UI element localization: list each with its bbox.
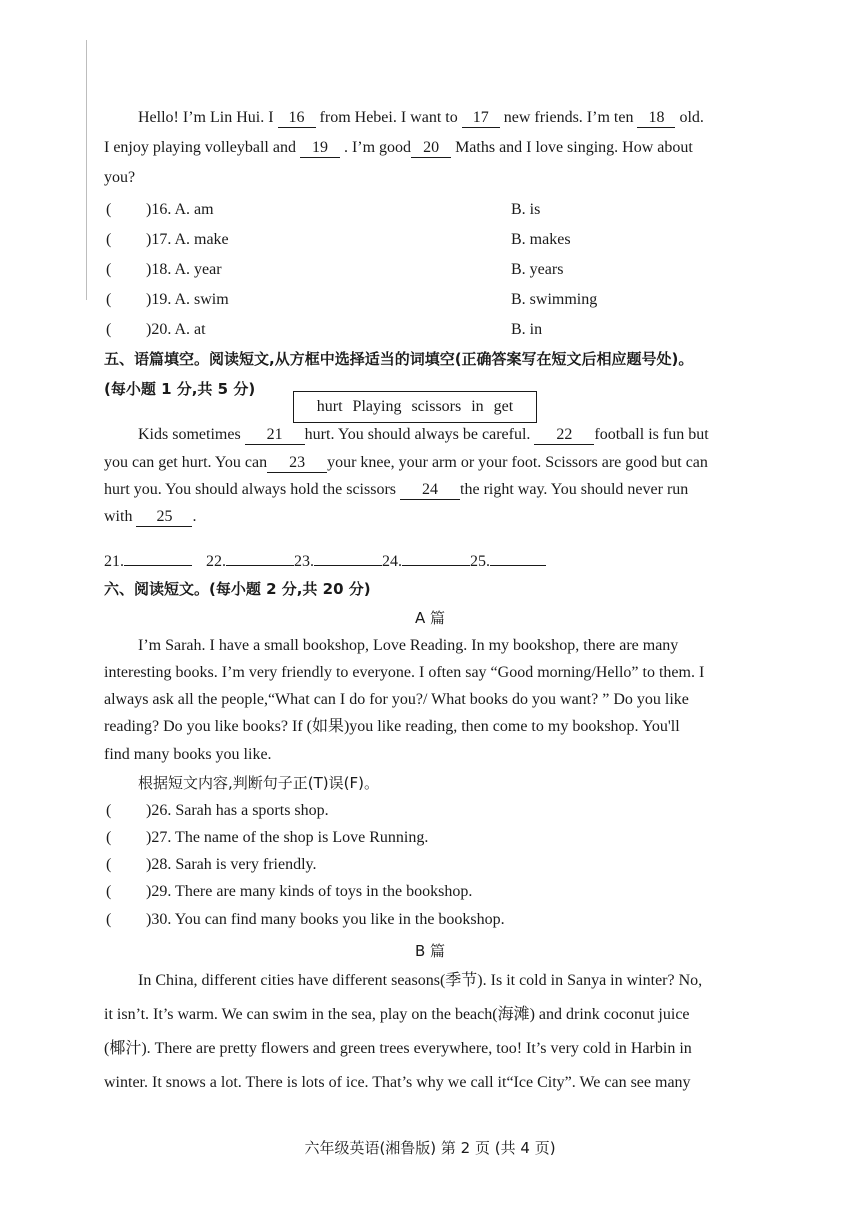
tf-item-27: ( )27. The name of the shop is Love Running. xyxy=(106,827,428,849)
part-a-line4: reading? Do you like books? If (如果)you like reading, then come to my bookshop. You'll xyxy=(104,718,680,735)
part-a-line2: interesting books. I’m very friendly to everyone. I often say “Good morning/Hello” to them. I xyxy=(104,664,705,681)
answer-paren-27[interactable]: ( xyxy=(106,829,112,846)
tf-item-29: ( )29. There are many kinds of toys in the bookshop. xyxy=(106,881,472,903)
passage1-line3: you? xyxy=(104,169,136,186)
blank-19[interactable]: 19 xyxy=(300,139,340,158)
page-footer: 六年级英语(湘鲁版) 第 2 页 (共 4 页) xyxy=(304,1139,556,1157)
choice-19: ( )19. A. swim B. swimming xyxy=(106,291,598,308)
blank-18[interactable]: 18 xyxy=(637,109,675,128)
answer-paren-28[interactable]: ( xyxy=(106,856,112,873)
blank-20[interactable]: 20 xyxy=(411,139,451,158)
answer-row: 21. 22. 23. 24. 25. xyxy=(104,551,546,573)
part-a-line1: I’m Sarah. I have a small bookshop, Love Reading. In my bookshop, there are many xyxy=(138,637,679,654)
part-a-line3: always ask all the people,“What can I do for you?/ What books do you want? ” Do you like xyxy=(104,691,689,708)
part-b-line2: it isn’t. It’s warm. We can swim in the sea, play on the beach(海滩) and drink coconut juice xyxy=(104,1006,690,1023)
answer-slot-24[interactable] xyxy=(402,551,470,566)
part-a-instruction: 根据短文内容,判断句子正(T)误(F)。 xyxy=(138,774,379,792)
part-b-title: B 篇 xyxy=(414,942,446,960)
blank-22[interactable]: 22 xyxy=(534,426,594,445)
section6-heading: 六、阅读短文。(每小题 2 分,共 20 分) xyxy=(104,580,371,598)
answer-slot-23[interactable] xyxy=(314,551,382,566)
part-b-line4: winter. It snows a lot. There is lots of ice. That’s why we call it“Ice City”. We can see many xyxy=(104,1074,691,1091)
blank-16[interactable]: 16 xyxy=(278,109,316,128)
choice-18: ( )18. A. year B. years xyxy=(106,261,564,278)
answer-slot-21[interactable] xyxy=(124,551,192,566)
answer-paren-29[interactable]: ( xyxy=(106,883,112,900)
answer-paren-26[interactable]: ( xyxy=(106,802,112,819)
choice-16: ( )16. A. am B. is xyxy=(106,201,541,218)
answer-paren-30[interactable]: ( xyxy=(106,911,112,928)
section5-score: (每小题 1 分,共 5 分) xyxy=(104,380,256,398)
blank-23[interactable]: 23 xyxy=(267,454,327,473)
answer-slot-25[interactable] xyxy=(490,551,546,566)
choice-17: ( )17. A. make B. makes xyxy=(106,231,571,248)
word-box: hurt Playing scissors in get xyxy=(293,391,537,423)
part-a-line5: find many books you like. xyxy=(104,746,272,763)
tf-item-28: ( )28. Sarah is very friendly. xyxy=(106,854,316,876)
blank-17[interactable]: 17 xyxy=(462,109,500,128)
section5-line2: you can get hurt. You can 23 your knee, your arm or your foot. Scissors are good but can xyxy=(104,454,708,471)
blank-21[interactable]: 21 xyxy=(245,426,305,445)
blank-25[interactable]: 25 xyxy=(136,508,192,527)
tf-item-26: ( )26. Sarah has a sports shop. xyxy=(106,800,329,822)
section5-line1: Kids sometimes 21 hurt. You should always be careful. 22 football is fun but xyxy=(138,426,709,443)
section5-line4: with 25 . xyxy=(104,508,197,525)
part-a-title: A 篇 xyxy=(414,609,446,627)
blank-24[interactable]: 24 xyxy=(400,481,460,500)
choice-20: ( )20. A. at B. in xyxy=(106,321,543,338)
answer-slot-22[interactable] xyxy=(226,551,294,566)
passage1-line2: I enjoy playing volleyball and 19 . I’m good 20 Maths and I love singing. How about xyxy=(104,139,693,156)
section5-line3: hurt you. You should always hold the scissors 24 the right way. You should never run xyxy=(104,481,689,498)
part-b-line1: In China, different cities have different seasons(季节). Is it cold in Sanya in winter? No, xyxy=(138,972,703,989)
part-b-line3: (椰汁). There are pretty flowers and green trees everywhere, too! It’s very cold in Harbin in xyxy=(104,1040,692,1057)
tf-item-30: ( )30. You can find many books you like in the bookshop. xyxy=(106,909,505,931)
margin-line xyxy=(86,40,87,300)
passage1-line1: Hello! I’m Lin Hui. I 16 from Hebei. I want to 17 new friends. I’m ten 18 old. xyxy=(138,109,704,126)
section5-heading: 五、语篇填空。阅读短文,从方框中选择适当的词填空(正确答案写在短文后相应题号处)。 xyxy=(104,350,694,368)
